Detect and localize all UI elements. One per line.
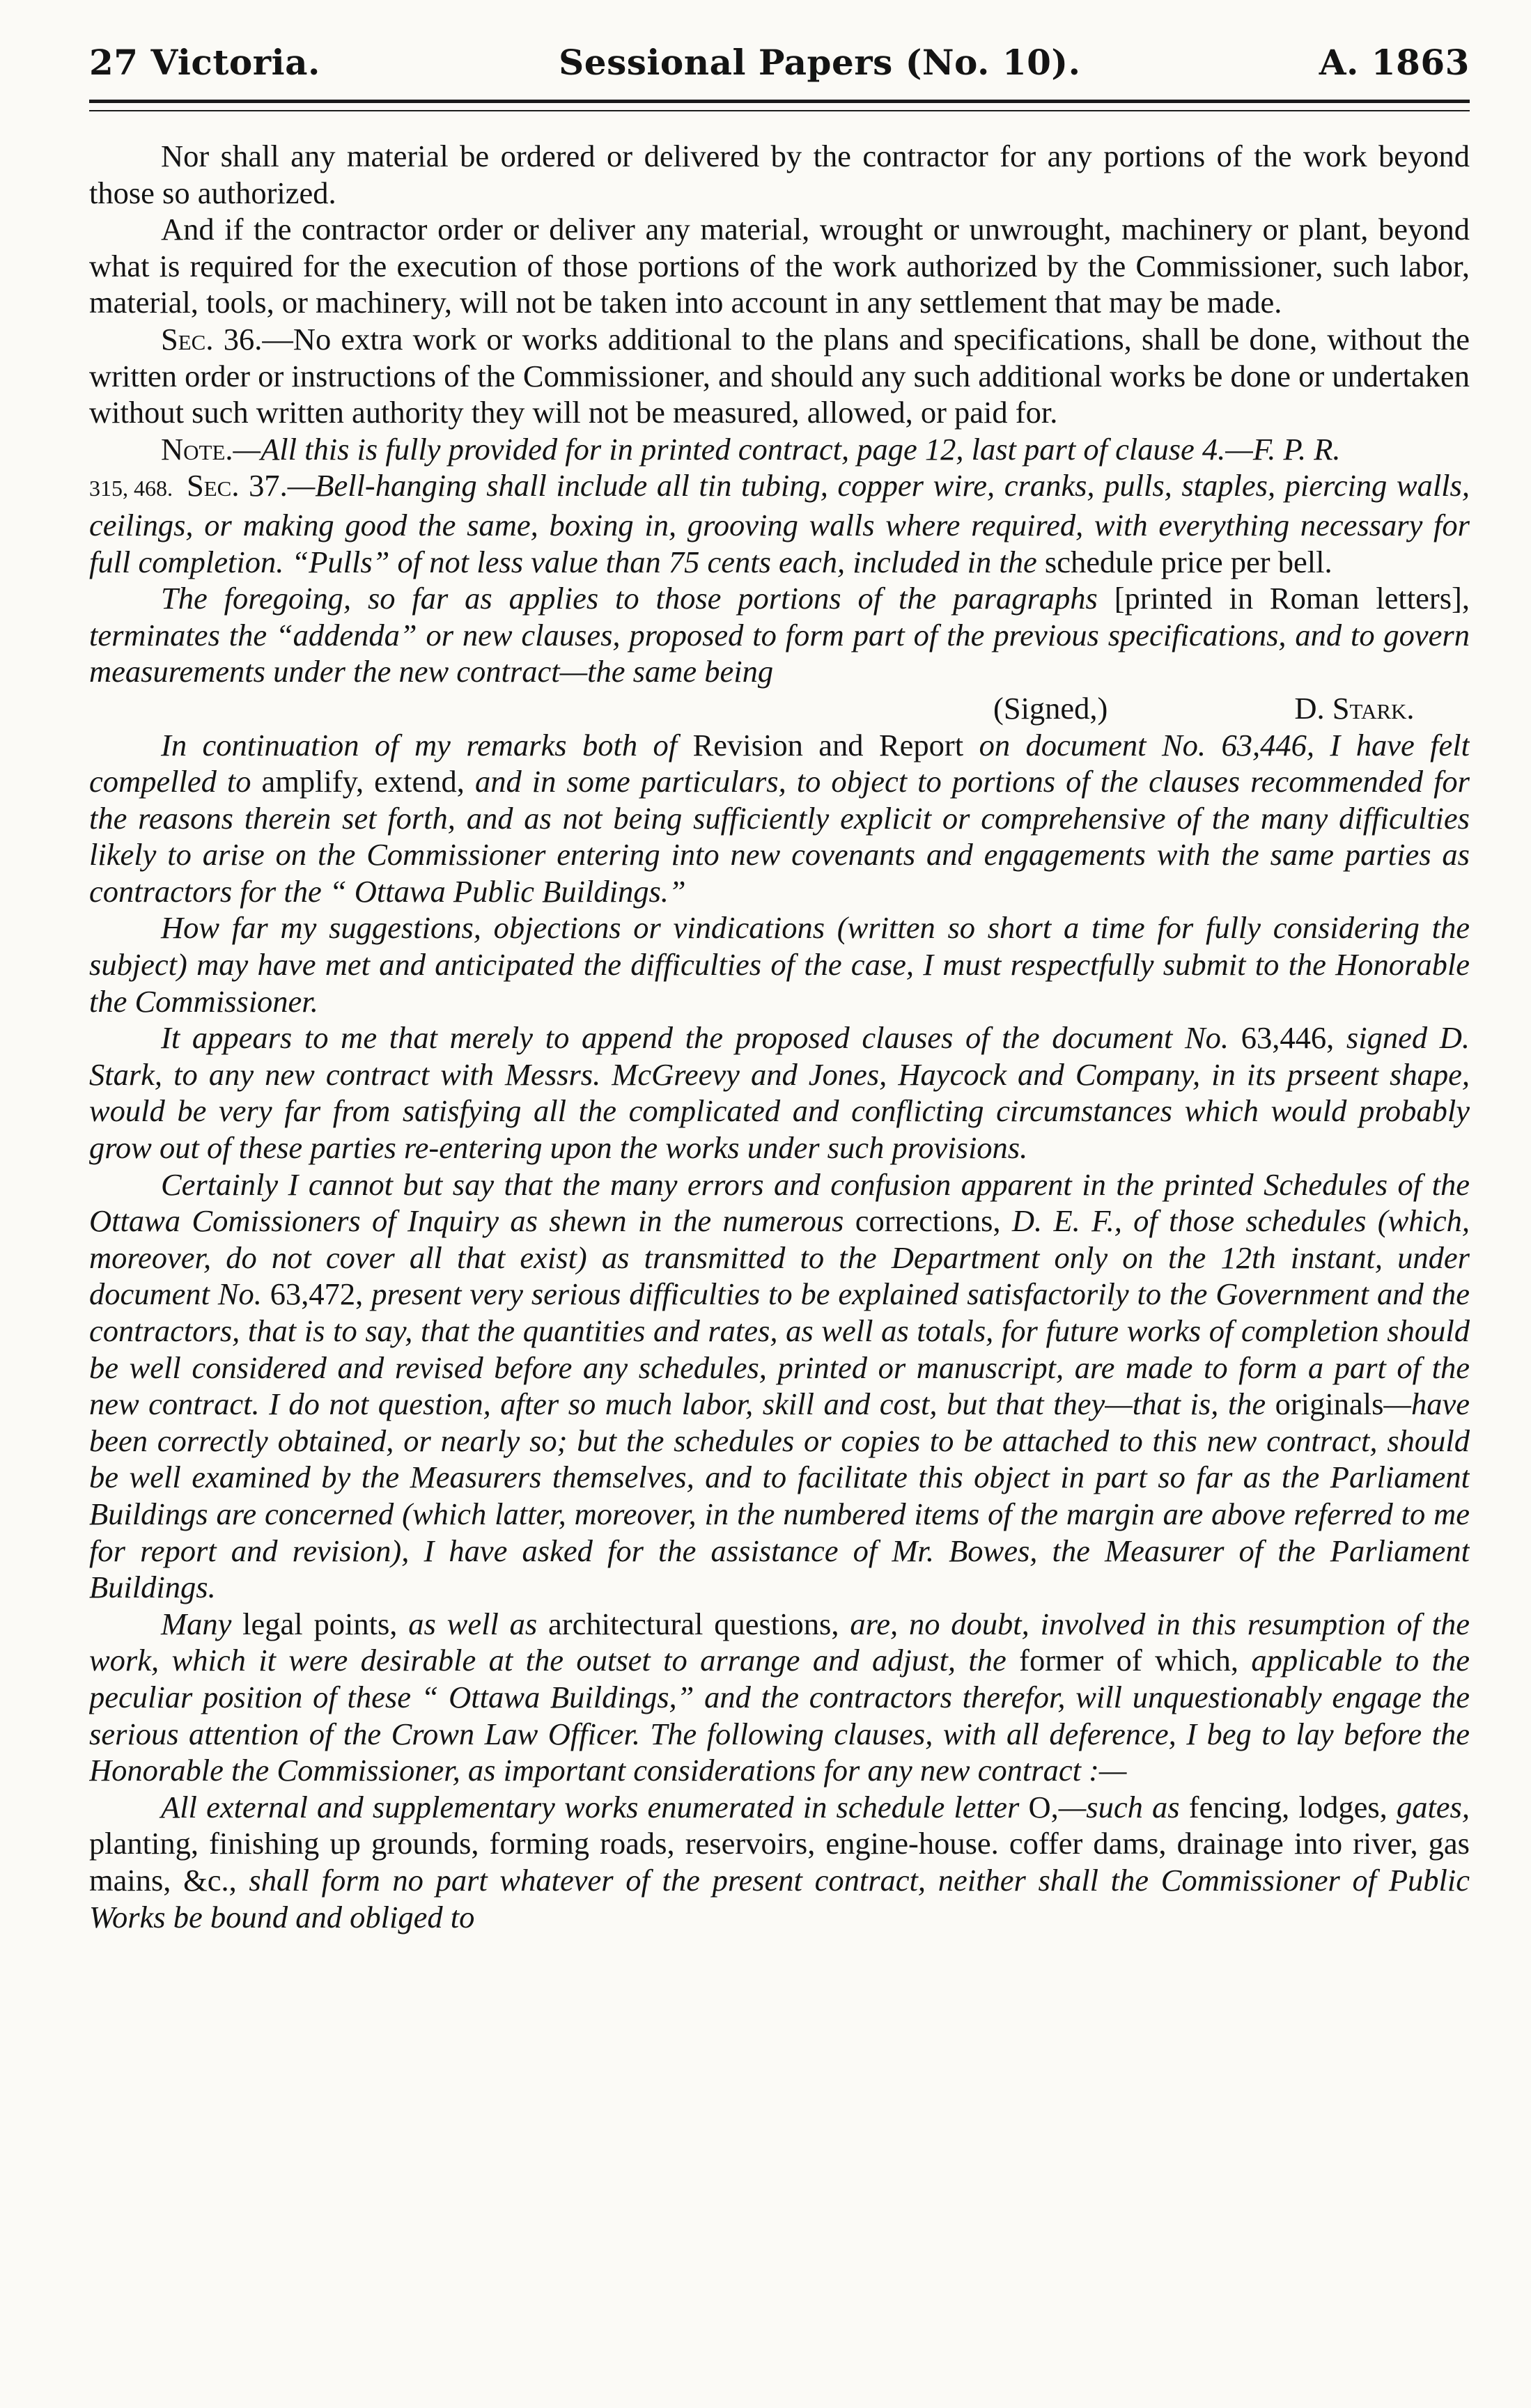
certainly-italic-3: present very serious difficulties to be explained satisfactorily to the Government and the contractors, that is to say, that the quantities and rates, as well as totals, for future works of completion should be well considered and revised before any schedules, printed or manuscript, are made to form a part of the new contract. I do not question, after so much labor, skill and cost, but that they—that is, the — [89, 1276, 1470, 1422]
certainly-roman-2: 63,472, — [261, 1276, 372, 1312]
header-rules — [89, 100, 1470, 111]
paragraph-material-ordered: Nor shall any material be ordered or delivered by the contractor for any portions of the work beyond those so authorized. — [89, 139, 1470, 210]
foregoing-italic-2: terminates the “addenda” or new clauses, proposed to form part of the previous specifications, and to govern measurements under the new contract—the same being — [89, 617, 1470, 689]
all-italic-4: shall form no part whatever of the present contract, neither shall the Commissioner of Public Works be bound and obliged to — [89, 1862, 1470, 1934]
appears-italic-2: signed D. Stark, to any new contract with Messrs. McGreevy and Jones, Haycock and Company, in its prseent shape, would be very far from satisfying all the complicated and conflicting circumstances which would probably grow out of these parties re-entering upon the works under such provisions. — [89, 1020, 1470, 1166]
many-italic-1: Many — [161, 1606, 232, 1641]
page-header — [89, 38, 1470, 87]
note-label: Note. — [161, 431, 233, 467]
header-rule-thick — [89, 100, 1470, 103]
foregoing-roman: [printed in Roman letters], — [1097, 581, 1470, 616]
paragraph-foregoing — [89, 580, 1470, 690]
paragraph-note — [89, 431, 1470, 468]
body-text — [89, 138, 1470, 1935]
continuation-italic-3: and in some particulars, to object to portions of the clauses recommended for the reasons therein set forth, and as not being sufficiently explicit or comprehensive of the many difficulties likely to arise on the Commissioner entering into new covenants and engagements with the same parties as contractors for the “ Ottawa Public Buildings.” — [89, 764, 1470, 909]
all-italic-2: —such as — [1058, 1789, 1180, 1824]
note-text: —All this is fully provided for in printed contract, page 12, last part of clause 4.—F. P. R. — [233, 431, 1341, 467]
header-session: 27 Victoria. — [89, 42, 320, 83]
many-roman-2: architectural questions, — [537, 1606, 850, 1641]
section-37-roman: schedule price per bell. — [1036, 544, 1332, 579]
paragraph-continuation — [89, 727, 1470, 910]
paragraph-section-37 — [89, 467, 1470, 580]
section-36-label: Sec. 36. — [161, 321, 263, 357]
header-rule-thin — [89, 110, 1470, 111]
many-italic-4: applicable to the peculiar position of these “ Ottawa Buildings,” and the contractors therefor, will unquestionably engage the serious attention of the Crown Law Officer. The following clauses, with all deference, I beg to lay before the Honorable the Commissioner, as important considerations for any new contract :— — [89, 1643, 1470, 1788]
paragraph-how-far: How far my suggestions, objections or vindications (written so short a time for fully considering the subject) may have met and anticipated the difficulties of the case, I must respectfully submit to the Honorable the Commissioner. — [89, 910, 1470, 1019]
many-roman-3: former of which, — [1006, 1643, 1252, 1678]
continuation-italic-2: on document No. 63,446, I have felt compelled to — [89, 727, 1470, 799]
section-37-italic: —Bell-hanging shall include all tin tubing, copper wire, cranks, pulls, staples, piercing walls, ceilings, or making good the same, boxing in, grooving walls where required, with everything necessary for full completion. “Pulls” of not less value than 75 cents each, included in the — [89, 468, 1470, 579]
continuation-roman-2: amplify, extend, — [251, 764, 475, 799]
all-italic-3: gates, — [1396, 1789, 1470, 1824]
paragraph-contractor-order: And if the contractor order or deliver any material, wrought or unwrought, machinery or plant, beyond what is required for the execution of those portions of the work authorized by the Commissioner, such labor, material, tools, or machinery, will not be taken into account in any settlement that may be made. — [89, 212, 1470, 320]
continuation-roman-1: Revision and Report — [677, 727, 979, 763]
many-roman-1: legal points, — [231, 1606, 409, 1641]
section-37-label: Sec. 37. — [187, 468, 288, 503]
certainly-italic-2: D. E. F., of those schedules (which, moreover, do not cover all that exist) as transmitted to the Department only on the 12th instant, under document No. — [89, 1203, 1470, 1312]
continuation-italic-1: In continuation of my remarks both of — [161, 727, 678, 763]
certainly-roman-1: corrections, — [844, 1203, 1012, 1239]
many-italic-2: as well as — [408, 1606, 538, 1641]
many-italic-3: are, no doubt, involved in this resumption of the work, which it were desirable at the outset to arrange and adjust, the — [89, 1606, 1470, 1678]
appears-roman: 63,446, — [1229, 1020, 1346, 1056]
certainly-italic-1: Certainly I cannot but say that the many errors and confusion apparent in the printed Schedules of the Ottawa Comissioners of Inquiry as shewn in the numerous — [89, 1166, 1470, 1239]
paragraph-section-36 — [89, 321, 1470, 431]
all-italic-1: All external and supplementary works enumerated in schedule letter — [161, 1789, 1020, 1824]
appears-italic-1: It appears to me that merely to append the proposed clauses of the document No. — [161, 1020, 1229, 1056]
section-36-text: —No extra work or works additional to the plans and specifications, shall be done, without the written order or instructions of the Commissioner, and should any such additional works be done or undertaken without such written authority they will not be measured, allowed, or paid for. — [89, 321, 1470, 430]
header-year: A. 1863 — [1319, 42, 1470, 83]
paragraph-it-appears — [89, 1019, 1470, 1166]
all-roman-2: fencing, lodges, — [1179, 1789, 1397, 1824]
paragraph-all-external — [89, 1789, 1470, 1935]
section-37-margin-ref: 315, 468. — [89, 476, 173, 501]
all-roman-1: O, — [1019, 1789, 1059, 1824]
signed-label: (Signed,) — [993, 690, 1108, 726]
paragraph-certainly — [89, 1166, 1470, 1606]
foregoing-italic: The foregoing, so far as applies to those portions of the paragraphs — [161, 581, 1098, 616]
certainly-roman-3: originals — [1266, 1386, 1384, 1422]
signer-name: D. Stark. — [1294, 690, 1415, 726]
header-title: Sessional Papers (No. 10). — [559, 42, 1081, 83]
document-page — [89, 38, 1470, 2378]
paragraph-many-legal — [89, 1606, 1470, 1789]
certainly-italic-4: —have been correctly obtained, or nearly so; but the schedules or copies to be attached to this new contract, should be well examined by the Measurers themselves, and to facilitate this object in part so far as the Parliament Buildings are concerned (which latter, moreover, in the numbered items of the margin are above referred to me for report and revision), I have asked for the assistance of Mr. Bowes, the Measurer of the Parliament Buildings. — [89, 1386, 1470, 1605]
all-roman-3: planting, finishing up grounds, forming roads, reservoirs, engine-house. coffer dams, drainage into river, gas mains, &c., — [89, 1826, 1470, 1898]
signature-line — [89, 690, 1470, 727]
